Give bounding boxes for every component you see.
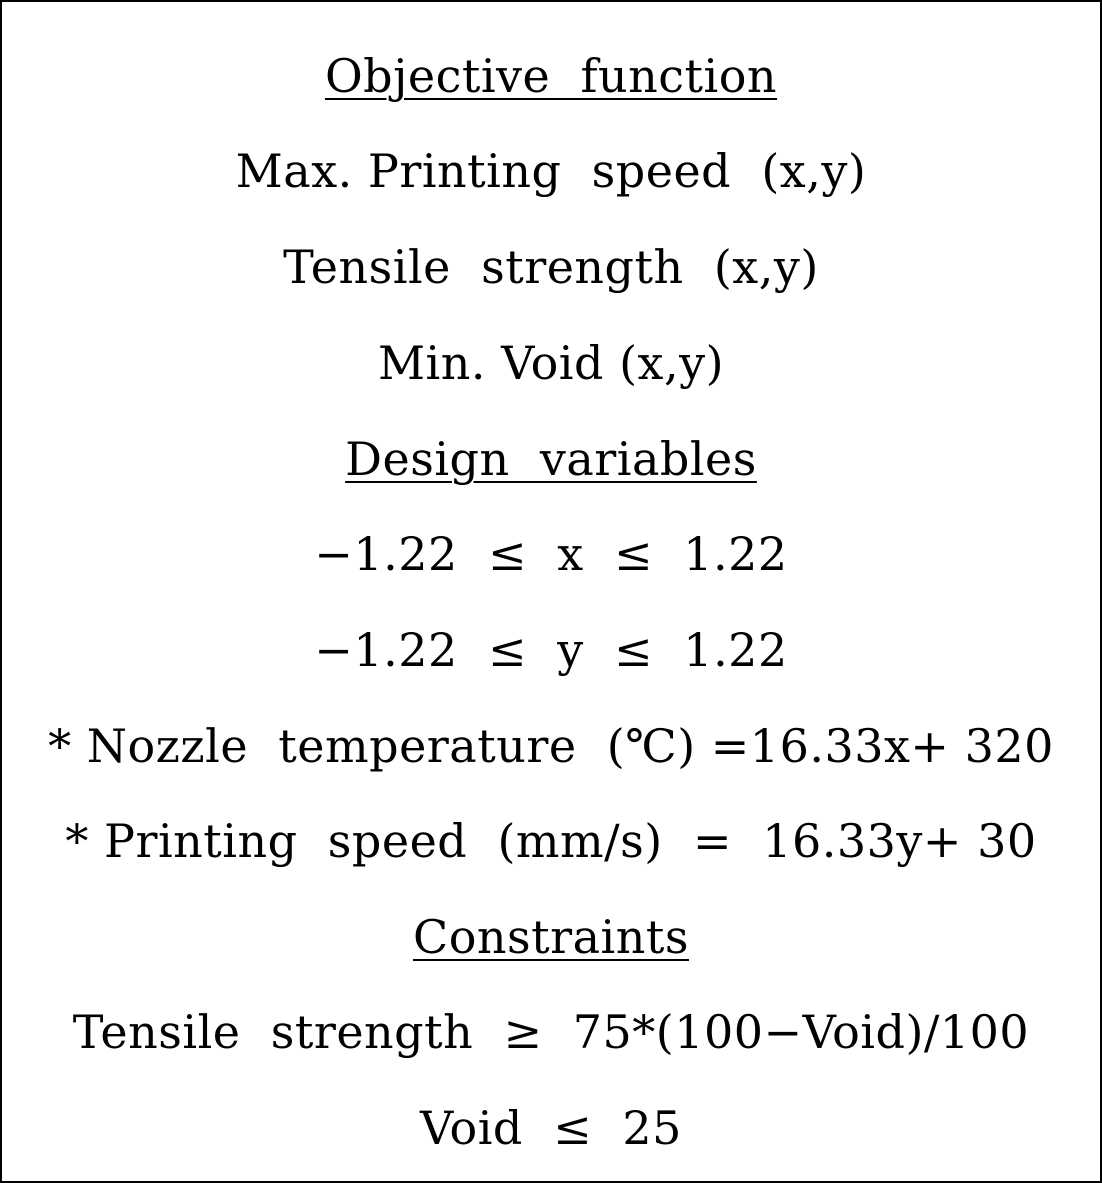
printing-speed-equation: * Printing speed (mm/s) = 16.33y+ 30 (65, 814, 1037, 868)
objective-tensile-strength: Tensile strength (x,y) (283, 240, 819, 294)
design-variable-y-range: −1.22 ≤ y ≤ 1.22 (314, 623, 788, 677)
nozzle-temperature-equation: * Nozzle temperature (℃) =16.33x+ 320 (48, 719, 1054, 773)
design-variable-x-range: −1.22 ≤ x ≤ 1.22 (314, 527, 788, 581)
objective-function-heading: Objective function (324, 49, 778, 103)
design-variables-heading: Design variables (345, 432, 757, 486)
objective-min-void: Min. Void (x,y) (377, 336, 725, 390)
constraints-heading: Constraints (413, 910, 689, 964)
constraint-tensile-strength: Tensile strength ≥ 75*(100−Void)/100 (72, 1005, 1030, 1059)
constraint-void: Void ≤ 25 (420, 1101, 682, 1155)
objective-printing-speed: Max. Printing speed (x,y) (235, 144, 867, 198)
